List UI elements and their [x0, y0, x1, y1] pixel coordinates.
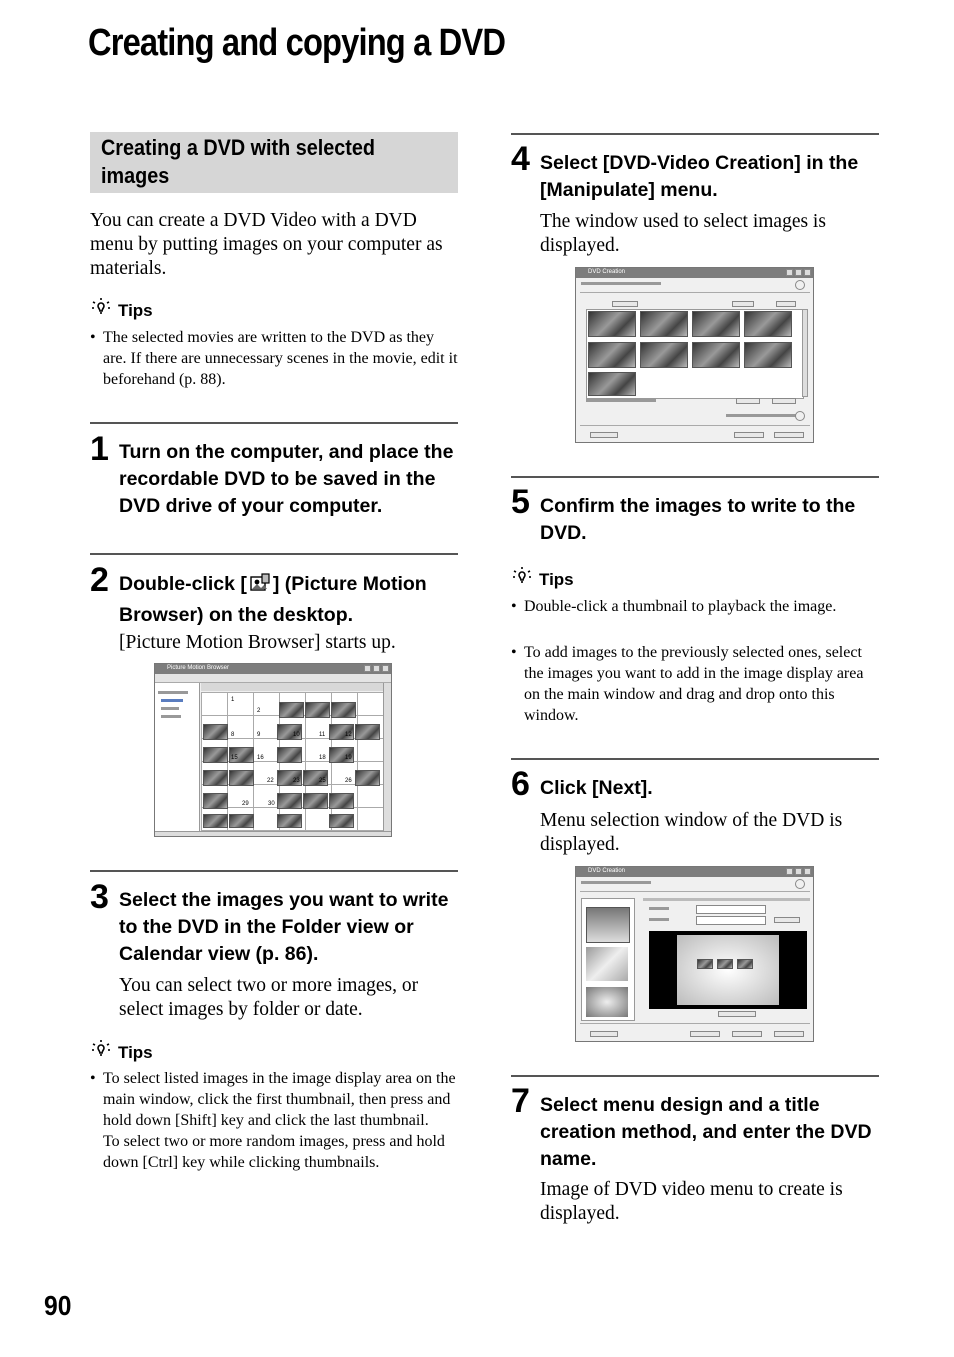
page-title: Creating and copying a DVD	[88, 22, 506, 64]
step-body: Image of DVD video menu to create is displayed.	[540, 1179, 843, 1224]
tip-item: • To add images to the previously selected ones, select the images you want to add in the image display area on the main window and drag and drop onto this window.	[511, 642, 879, 726]
step-number: 6	[511, 765, 530, 803]
step-number: 5	[511, 483, 530, 521]
picture-motion-browser-screenshot: Picture Motion Browser 1 2 8 9 10 11 12 15 16 18 19 22 23 25 26 29 30	[154, 663, 392, 837]
calendar-day: 19	[345, 755, 352, 761]
calendar-day: 15	[231, 755, 238, 761]
step-heading: Double-click [ ] (Picture Motion Browser) on the desktop.	[119, 573, 427, 626]
tips-heading	[511, 566, 574, 593]
lightbulb-icon	[90, 1039, 112, 1066]
intro-text: You can create a DVD Video with a DVD menu by putting images on your computer as materials.	[90, 210, 443, 279]
step-heading: Confirm the images to write to the DVD.	[540, 495, 856, 544]
tip-item: • The selected movies are written to the DVD as they are. If there are unnecessary scenes in the movie, edit it beforehand (p. 88).	[90, 327, 460, 390]
picture-motion-browser-icon	[249, 572, 271, 602]
step-body: Menu selection window of the DVD is displayed.	[540, 810, 843, 855]
step-heading: Click [Next].	[540, 777, 653, 799]
tips-heading	[90, 297, 153, 324]
calendar-day: 25	[319, 778, 326, 784]
step-heading: Turn on the computer, and place the recordable DVD to be saved in the DVD drive of your computer.	[119, 441, 454, 517]
section-title: Creating a DVD with selected images	[101, 135, 375, 188]
divider	[511, 476, 879, 478]
step-body: You can select two or more images, or select images by folder or date.	[119, 975, 419, 1020]
tips-label: Tips	[118, 300, 153, 320]
calendar-day: 16	[257, 755, 264, 761]
calendar-day: 11	[319, 732, 326, 738]
divider	[511, 133, 879, 135]
tip-text: To add images to the previously selected ones, select the images you want to add in the image display area on the main window and drag and drop onto this window.	[524, 644, 864, 724]
tip-text: The selected movies are written to the DVD as they are. If there are unnecessary scenes in the movie, edit it beforehand (p. 88).	[103, 329, 458, 388]
calendar-day: 1	[231, 697, 235, 703]
divider	[511, 1075, 879, 1077]
tips-label: Tips	[539, 569, 574, 589]
calendar-day: 12	[345, 732, 352, 738]
calendar-day: 8	[231, 732, 235, 738]
page-number: 90	[44, 1290, 72, 1321]
step-heading: Select the images you want to write to the DVD in the Folder view or Calendar view (p. 86).	[119, 889, 449, 965]
step-body: [Picture Motion Browser] starts up.	[119, 632, 396, 653]
tip-text: To select listed images in the image display area on the main window, click the first thumbnail, then press and hold down [Shift] key and click the last thumbnail. To select two or more random images, press and hold down [Ctrl] key while clicking thumbnails.	[103, 1070, 456, 1171]
divider	[511, 758, 879, 760]
step-body: The window used to select images is displayed.	[540, 211, 826, 256]
divider	[90, 553, 458, 555]
step-number: 3	[90, 878, 109, 916]
calendar-day: 26	[345, 778, 352, 784]
calendar-day: 22	[267, 778, 274, 784]
calendar-day: 2	[257, 708, 261, 714]
dvd-menu-selection-screenshot: DVD Creation	[575, 866, 814, 1042]
tip-item: • Double-click a thumbnail to playback the image.	[511, 598, 837, 615]
tip-item: • To select listed images in the image display area on the main window, click the first thumbnail, then press and hold down [Shift] key and click the last thumbnail. To select two or more random images, press and hold down [Ctrl] key while clicking thumbnails.	[90, 1068, 462, 1173]
divider	[90, 422, 458, 424]
calendar-day: 23	[293, 778, 300, 784]
tip-text: Double-click a thumbnail to playback the image.	[524, 598, 837, 615]
tips-label: Tips	[118, 1042, 153, 1062]
step-number: 1	[90, 430, 109, 468]
dvd-creation-select-screenshot: DVD Creation	[575, 267, 814, 443]
step-number: 7	[511, 1082, 530, 1120]
calendar-day: 9	[257, 732, 261, 738]
lightbulb-icon	[90, 297, 112, 324]
calendar-day: 10	[293, 732, 300, 738]
calendar-day: 18	[319, 755, 326, 761]
divider	[90, 870, 458, 872]
lightbulb-icon	[511, 566, 533, 593]
calendar-day: 30	[268, 801, 275, 807]
step-heading: Select menu design and a title creation method, and enter the DVD name.	[540, 1094, 872, 1170]
tips-heading	[90, 1039, 153, 1066]
step-number: 4	[511, 140, 530, 178]
step-heading: Select [DVD-Video Creation] in the [Manipulate] menu.	[540, 152, 859, 201]
calendar-day: 29	[242, 801, 249, 807]
step-number: 2	[90, 561, 109, 599]
